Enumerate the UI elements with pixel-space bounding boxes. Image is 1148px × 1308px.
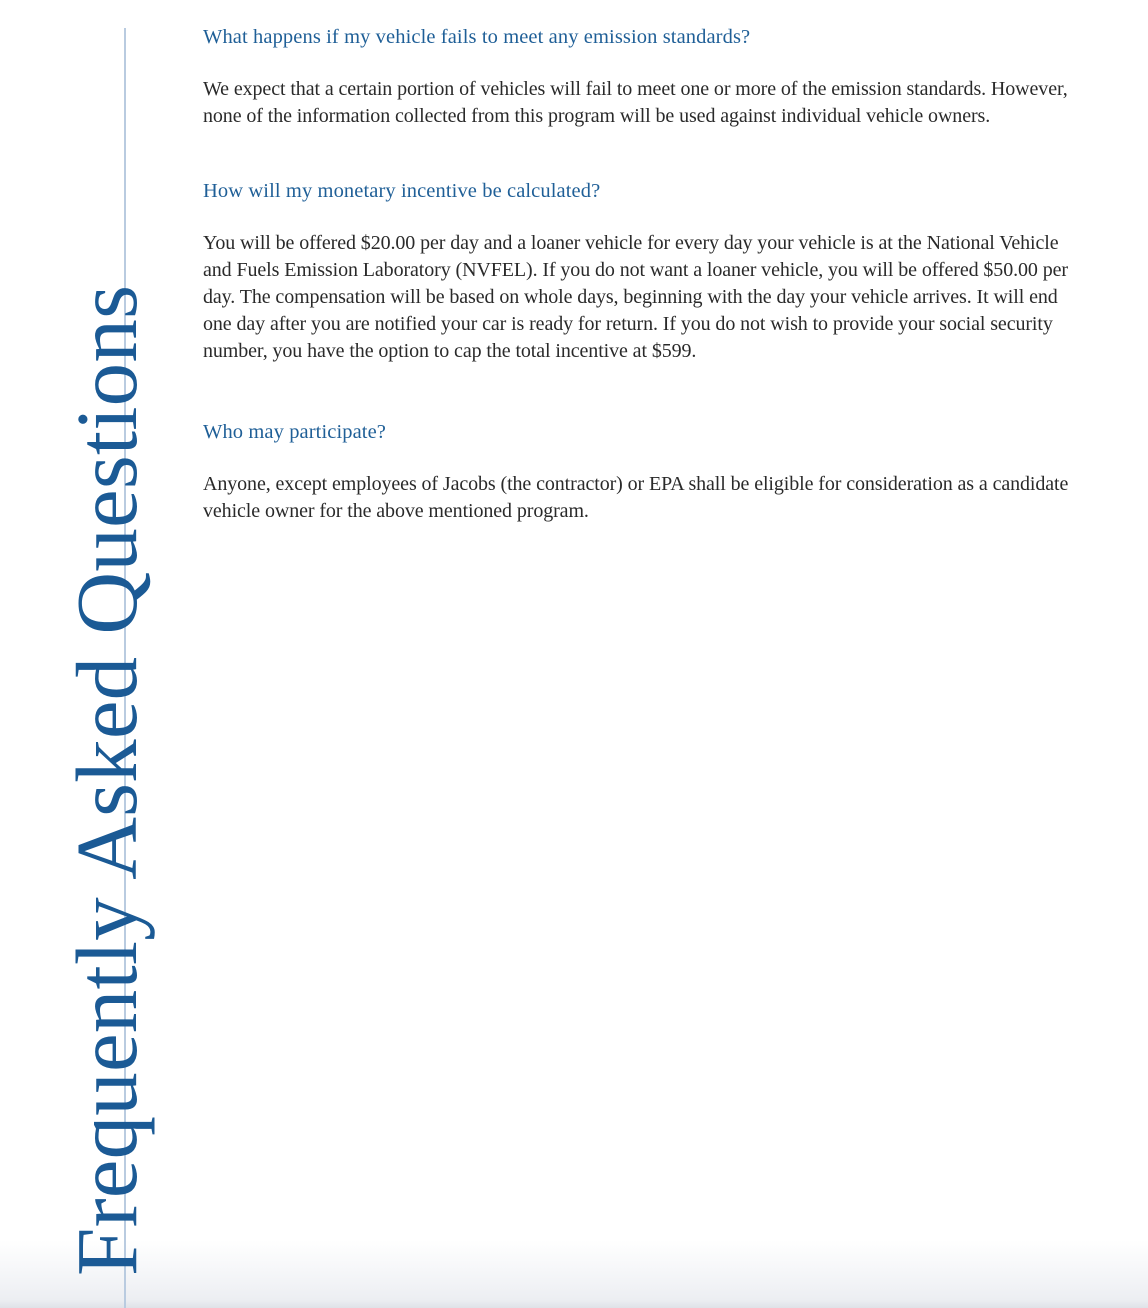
faq-item-emission-failure xyxy=(203,22,1083,130)
faq-content xyxy=(203,22,1083,525)
faq-item-participation xyxy=(203,417,1083,525)
faq-item-monetary-incentive xyxy=(203,176,1083,365)
faq-question: Who may participate? xyxy=(203,421,386,443)
faq-question: How will my monetary incentive be calculated? xyxy=(203,180,601,202)
side-title-vertical: Frequently Asked Questions xyxy=(58,284,155,1276)
faq-answer: Anyone, except employees of Jacobs (the contractor) or EPA shall be eligible for consideration as a candidate vehicle owner for the above mentioned program. xyxy=(203,473,1069,522)
faq-answer: We expect that a certain portion of vehicles will fail to meet one or more of the emission standards. However, none of the information collected from this program will be used against individual vehicle owners. xyxy=(203,78,1068,127)
faq-question: What happens if my vehicle fails to meet any emission standards? xyxy=(203,26,751,48)
faq-answer: You will be offered $20.00 per day and a loaner vehicle for every day your vehicle is at the National Vehicle and Fuels Emission Laboratory (NVFEL). If you do not want a loaner vehicle, you will be offered $50.00 per day. The compensation will be based on whole days, beginning with the day your vehicle arrives. It will end one day after you are notified your car is ready for return. If you do not wish to provide your social security number, you have the option to cap the total incentive at $599. xyxy=(203,232,1068,362)
